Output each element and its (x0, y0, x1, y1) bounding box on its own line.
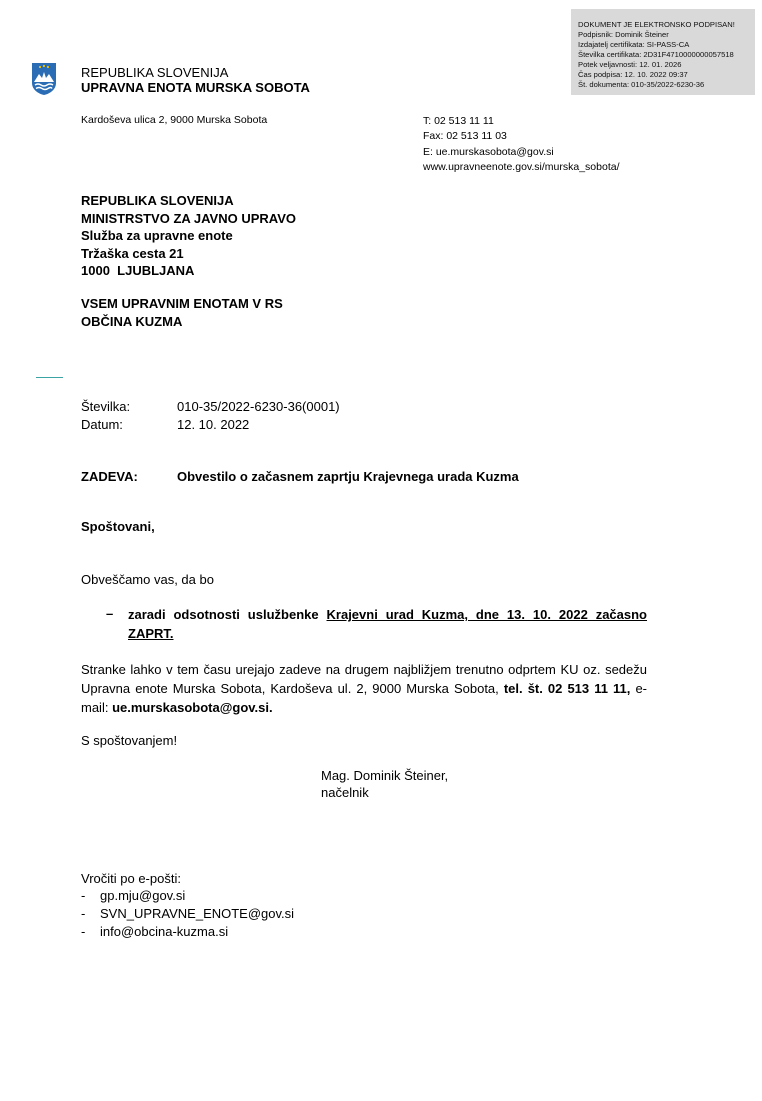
date-label: Datum: (81, 417, 123, 432)
cc-recipient-line: VSEM UPRAVNIM ENOTAM V RS (81, 296, 283, 311)
signatory-title: načelnik (321, 785, 369, 800)
contact-email[interactable]: E: ue.murskasobota@gov.si (423, 145, 554, 158)
signature-line: Podpisnik: Dominik Šteiner (578, 30, 669, 39)
number-label: Številka: (81, 399, 131, 414)
bullet-line2: ZAPRT. (128, 626, 174, 641)
distribution-dashes (81, 887, 85, 941)
recipient-line: MINISTRSTVO ZA JAVNO UPRAVO (81, 210, 296, 226)
distribution-heading: Vročiti po e-pošti: (81, 871, 181, 886)
coat-of-arms-icon (31, 62, 57, 96)
recipient-line: Služba za upravne enote (81, 228, 233, 243)
list-dash: - (81, 924, 86, 939)
paragraph-line1: Stranke lahko v tem času urejajo zadeve na drugem najbližjem trenutno odprtem KU oz. sedežu (81, 662, 647, 677)
date-value: 12. 10. 2022 (177, 417, 250, 432)
signature-line: Potek veljavnosti: 12. 01. 2026 (578, 60, 682, 69)
list-dash: - (81, 906, 86, 921)
distribution-email[interactable]: gp.mju@gov.si (100, 888, 186, 903)
list-dash: - (81, 888, 86, 903)
signatory-name: Mag. Dominik Šteiner, (321, 768, 449, 783)
paragraph-text: Upravna enote Murska Sobota, Kardoševa ul. 2, 9000 Murska Sobota, (81, 681, 504, 696)
cc-recipient-line: OBČINA KUZMA (81, 313, 183, 329)
distribution-email[interactable]: SVN_UPRAVNE_ENOTE@gov.si (100, 906, 295, 921)
closing-text: S spoštovanjem! (81, 733, 178, 748)
bullet-dash: – (106, 606, 114, 621)
issuer-line1: REPUBLIKA SLOVENIJA (81, 65, 229, 80)
signature-line: Št. dokumenta: 010-35/2022-6230-36 (578, 80, 705, 89)
cc-recipient-block (81, 295, 283, 330)
number-value: 010-35/2022-6230-36(0001) (177, 399, 340, 414)
signature-line: Številka certifikata: 2D31F4710000000057518 (578, 50, 734, 59)
paragraph-text: mail: (81, 700, 113, 715)
salutation: Spoštovani, (81, 519, 155, 534)
bullet-text-underlined: Krajevni urad Kuzma, dne 13. 10. 2022 začasno (326, 607, 648, 622)
contact-fax: Fax: 02 513 11 03 (423, 130, 507, 143)
paragraph-line3 (81, 698, 273, 717)
issuer-line2: UPRAVNA ENOTA MURSKA SOBOTA (81, 80, 310, 95)
paragraph-tail: e- (630, 681, 647, 696)
phone-number-text: tel. št. 02 513 11 11, (503, 681, 631, 696)
subject-text: Obvestilo o začasnem zaprtju Krajevnega urada Kuzma (177, 469, 519, 484)
recipient-line: Tržaška cesta 21 (81, 245, 184, 261)
contact-block (423, 114, 620, 175)
recipient-line: REPUBLIKA SLOVENIJA (81, 193, 234, 208)
distribution-list (100, 887, 294, 941)
issuer-address: Kardoševa ulica 2, 9000 Murska Sobota (81, 114, 268, 126)
contact-phone: T: 02 513 11 11 (423, 115, 494, 127)
subject-label: ZADEVA: (81, 469, 138, 484)
bullet-line1 (128, 605, 647, 624)
intro-text: Obveščamo vas, da bo (81, 572, 214, 587)
fold-mark (36, 377, 63, 378)
signature-line: Čas podpisa: 12. 10. 2022 09:37 (578, 70, 688, 79)
signature-line: DOKUMENT JE ELEKTRONSKO PODPISAN! (578, 20, 735, 29)
distribution-email[interactable]: info@obcina-kuzma.si (100, 924, 229, 939)
paragraph-line2 (81, 679, 647, 698)
contact-website[interactable]: www.upravneenote.gov.si/murska_sobota/ (423, 160, 620, 173)
signature-line: Izdajatelj certifikata: SI-PASS-CA (578, 40, 690, 49)
recipient-line: 1000 LJUBLJANA (81, 263, 195, 278)
signature-box (571, 9, 755, 95)
email-text: ue.murskasobota@gov.si. (112, 700, 273, 715)
bullet-text-plain: zaradi odsotnosti uslužbenke (128, 607, 327, 622)
recipient-block (81, 192, 296, 280)
